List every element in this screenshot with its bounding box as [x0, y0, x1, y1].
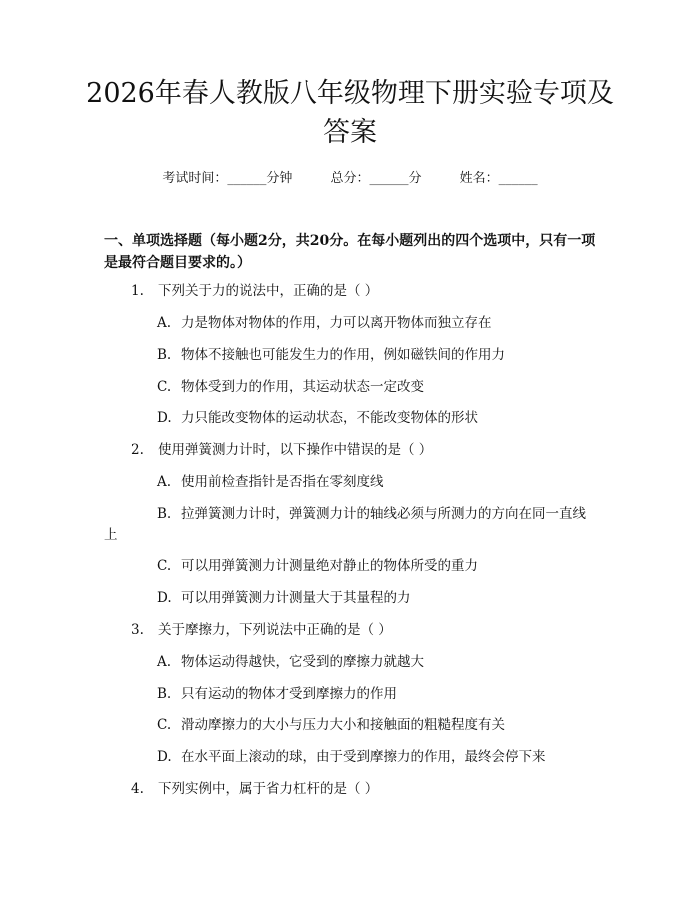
title-line-2: 答案 — [323, 117, 377, 148]
option-1d — [157, 409, 478, 427]
option-letter: C. — [157, 379, 172, 395]
question-stem: 下列实例中，属于省力杠杆的是（ ） — [158, 781, 379, 797]
option-letter: A. — [157, 474, 172, 490]
option-text: 拉弹簧测力计时，弹簧测力计的轴线必须与所测力的方向在同一直线 — [181, 506, 586, 522]
option-1a — [157, 314, 492, 332]
option-2d — [157, 589, 411, 607]
option-2a — [157, 473, 384, 491]
question-1 — [131, 282, 378, 300]
question-stem: 下列关于力的说法中，正确的是（ ） — [158, 283, 379, 299]
option-letter: B. — [157, 506, 172, 522]
option-text: 可以用弹簧测力计测量大于其量程的力 — [181, 590, 411, 606]
exam-time: 考试时间：______分钟 — [162, 171, 293, 186]
option-letter: D. — [157, 749, 172, 765]
option-letter: B. — [157, 347, 172, 363]
title-line-1: 2026年春人教版八年级物理下册实验专项及 — [86, 78, 614, 109]
section-heading: 一、单项选择题（每小题2分，共20分。在每小题列出的四个选项中，只有一项是最符合题目要求的。） — [104, 233, 596, 271]
option-3b — [157, 685, 397, 703]
question-stem: 使用弹簧测力计时，以下操作中错误的是（ ） — [158, 442, 433, 458]
option-3c — [157, 716, 505, 734]
question-number: 2. — [131, 442, 144, 458]
option-2b — [157, 505, 586, 523]
option-text: 力只能改变物体的运动状态，不能改变物体的形状 — [181, 410, 478, 426]
student-name: 姓名：______ — [459, 171, 538, 186]
option-text: 只有运动的物体才受到摩擦力的作用 — [181, 686, 397, 702]
option-1c — [157, 378, 424, 396]
option-text: 物体受到力的作用，其运动状态一定改变 — [181, 379, 424, 395]
option-letter: B. — [157, 686, 172, 702]
question-2 — [131, 441, 432, 459]
option-text: 物体不接触也可能发生力的作用，例如磁铁间的作用力 — [181, 347, 505, 363]
question-number: 1. — [131, 283, 144, 299]
option-letter: D. — [157, 590, 172, 606]
option-3a — [157, 653, 424, 671]
option-letter: A. — [157, 315, 172, 331]
question-4 — [131, 780, 378, 798]
document-title — [0, 74, 700, 152]
question-stem: 关于摩擦力，下列说法中正确的是（ ） — [158, 622, 392, 638]
question-number: 4. — [131, 781, 144, 797]
option-text: 力是物体对物体的作用，力可以离开物体而独立存在 — [181, 315, 492, 331]
option-2c — [157, 557, 478, 575]
question-number: 3. — [131, 622, 144, 638]
exam-meta — [0, 170, 700, 188]
option-1b — [157, 346, 505, 364]
option-text: 滑动摩擦力的大小与压力大小和接触面的粗糙程度有关 — [181, 717, 505, 733]
total-score: 总分：______分 — [330, 171, 422, 186]
option-letter: D. — [157, 410, 172, 426]
option-text: 使用前检查指针是否指在零刻度线 — [181, 474, 384, 490]
option-letter: C. — [157, 717, 172, 733]
option-text: 在水平面上滚动的球，由于受到摩擦力的作用，最终会停下来 — [181, 749, 546, 765]
option-text: 可以用弹簧测力计测量绝对静止的物体所受的重力 — [181, 558, 478, 574]
option-letter: A. — [157, 654, 172, 670]
option-2b-wrap: 上 — [104, 527, 118, 543]
question-3 — [131, 621, 392, 639]
option-text: 物体运动得越快，它受到的摩擦力就越大 — [181, 654, 424, 670]
option-letter: C. — [157, 558, 172, 574]
option-3d — [157, 748, 546, 766]
